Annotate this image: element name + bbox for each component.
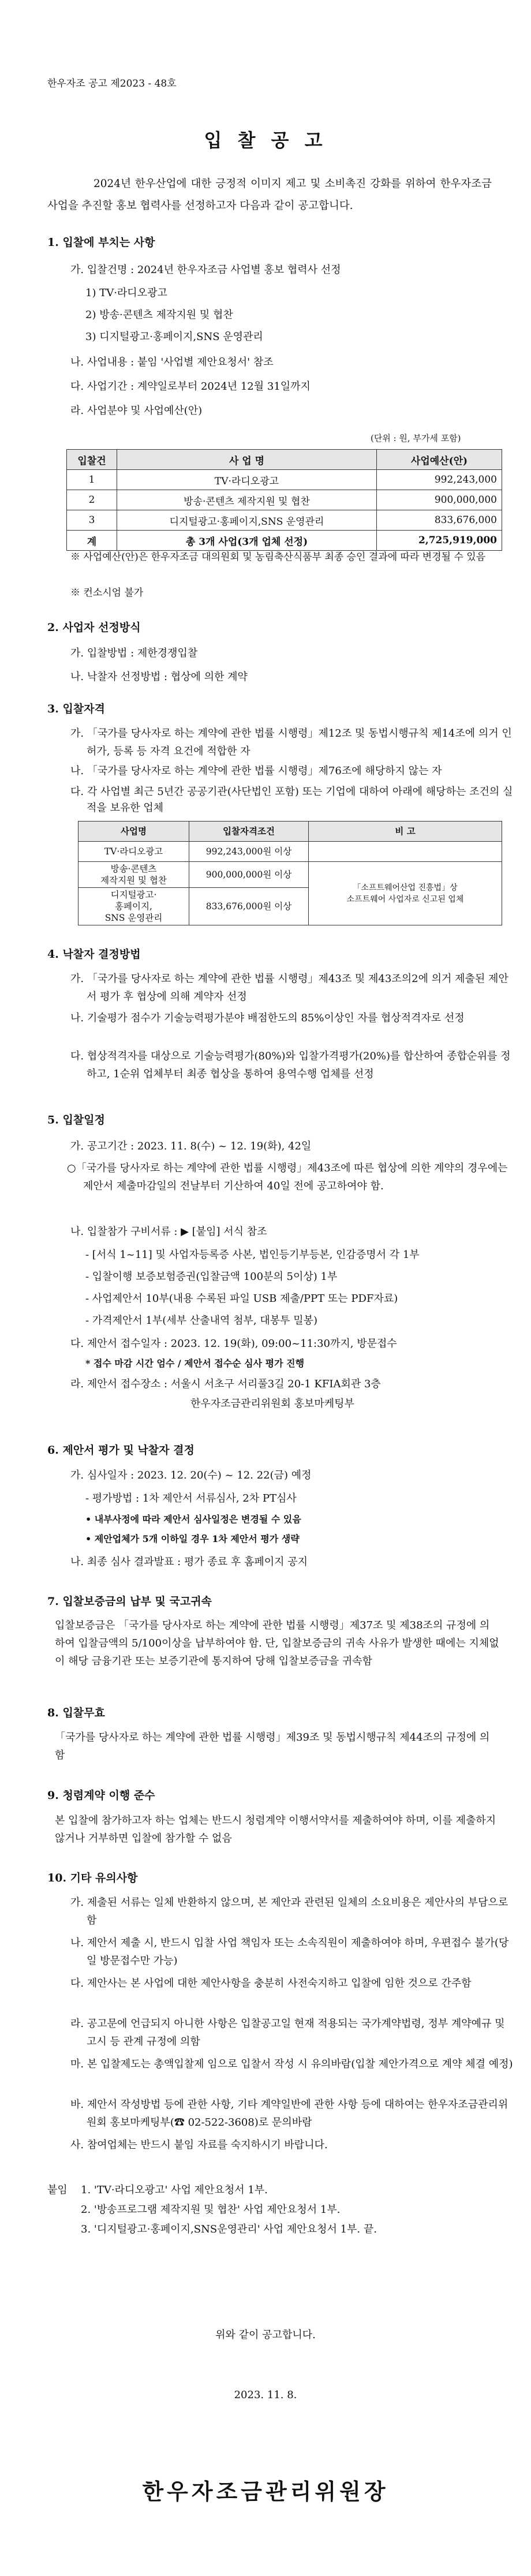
table-cell: 총 3개 사업(3개 업체 선정)	[117, 531, 377, 551]
sec5-doc-3: - 사업제안서 10부(내용 수록된 파일 USB 제출/PPT 또는 PDF자료)	[85, 1293, 398, 1305]
table-header: 사 업 명	[117, 450, 377, 470]
section-8-heading: 8. 입찰무효	[47, 1707, 105, 1719]
sec5-da: 다. 제안서 접수일자 : 2023. 12. 19(화), 09:00~11:30까지, 방문접수	[70, 1338, 397, 1350]
table-cell: 1	[67, 470, 117, 490]
sec8-body: 「국가를 당사자로 하는 계약에 관한 법률 시행령」제39조 및 동법시행규칙 제44조의 규정에 의함	[55, 1731, 490, 1761]
sec1-item-3: 3) 디지털광고·홍페이지,SNS 운영관리	[85, 331, 263, 343]
sec5-doc-2: - 입찰이행 보증보험증권(입찰금액 100분의 5이상) 1부	[85, 1271, 338, 1283]
page-title: 입 찰 공 고	[204, 129, 327, 151]
sec1-item-2: 2) 방송·콘텐츠 제작지원 및 협찬	[85, 309, 233, 321]
sec7-body: 입찰보증금은 「국가를 당사자로 하는 계약에 관한 법률 시행령」제37조 및 제38조의 규정에 의하여 입찰금액의 5/100이상을 납부하여야 함. 단, 입찰보증금의 귀속 사유가 발생한 때에는 지체없이 해당 금융기관 또는 보증기관에 통지하여 당해 입찰보증금을 귀속함	[55, 1619, 499, 1667]
sec10-item-7: 사. 참여업체는 반드시 붙임 자료를 숙지하시기 바랍니다.	[70, 2139, 328, 2151]
table-header-row	[67, 450, 502, 470]
sec6-ga: 가. 심사일자 : 2023. 12. 20(수) ~ 12. 22(금) 예정	[70, 1469, 312, 1481]
table-row	[67, 510, 502, 531]
attachment-3: 3. '디지털광고·홍페이지,SNS운영관리' 사업 제안요청서 1부. 끝.	[81, 2223, 377, 2235]
sec3-da: 다. 각 사업별 최근 5년간 공공기관(사단법인 포함) 또는 기업에 대하여 아래에 해당하는 조건의 실적을 보유한 업체	[70, 786, 513, 814]
sec6-na: 나. 최종 심사 결과발표 : 평가 종료 후 홈페이지 공지	[70, 1556, 308, 1568]
sec1-ga: 가. 입찰건명 : 2024년 한우자조금 사업별 홍보 협력사 선정	[70, 264, 341, 276]
sec4-da: 다. 협상적격자를 대상으로 기술능력평가(80%)와 입찰가격평가(20%)를 합산하여 종합순위를 정하고, 1순위 업체부터 최종 협상을 통하여 용역수행 업체를 선정	[70, 1050, 511, 1080]
table-cell	[309, 842, 502, 862]
table-cell: 계	[67, 531, 117, 551]
table-cell: 방송·콘텐츠 제작지원 및 협찬	[78, 862, 189, 888]
table-row	[67, 470, 502, 490]
sec3-ga: 가. 「국가를 당사자로 하는 계약에 관한 법률 시행령」제12조 및 동법시행규칙 제14조에 의거 인 허가, 등록 등 자격 요건에 적합한 자	[70, 727, 512, 757]
sec10-item-3: 다. 제안사는 본 사업에 대한 제안사항을 충분히 사전숙지하고 입찰에 임한 것으로 간주함	[70, 1977, 472, 1989]
sec10-item-4: 라. 공고문에 언급되지 아니한 사항은 입찰공고일 현재 적용되는 국가계약법령, 정부 계약예규 및 고시 등 관계 규정에 의함	[70, 2018, 505, 2048]
table-row	[78, 862, 502, 888]
table-header: 입찰건	[67, 450, 117, 470]
table-cell: 900,000,000원 이상	[189, 862, 309, 888]
closing-text: 위와 같이 공고합니다.	[215, 2329, 316, 2341]
notice-date: 2023. 11. 8.	[234, 2389, 297, 2401]
intro-paragraph: 2024년 한우산업에 대한 긍정적 이미지 제고 및 소비촉진 강화를 위하여 한우자조금 사업을 추진할 홍보 협력사를 선정하고자 다음과 같이 공고합니다.	[47, 178, 492, 212]
table-row	[78, 842, 502, 862]
section-5-heading: 5. 입찰일정	[47, 1114, 105, 1126]
section-1-heading: 1. 입찰에 부치는 사항	[47, 236, 155, 249]
attachment-label: 붙임	[47, 2184, 68, 2196]
sec4-ga: 가. 「국가를 당사자로 하는 계약에 관한 법률 시행령」제43조 및 제43조의2에 의거 제출된 제안서 평가 후 협상에 의해 계약자 선정	[70, 973, 508, 1003]
sec10-item-2: 나. 제안서 제출 시, 반드시 입찰 사업 책임자 또는 소속직원이 제출하여야 하며, 우편접수 불가(당일 방문접수만 가능)	[70, 1937, 509, 1967]
budget-table	[66, 449, 502, 551]
section-2-heading: 2. 사업자 선정방식	[47, 621, 141, 634]
attachment-1: 1. 'TV·라디오광고' 사업 제안요청서 1부.	[81, 2184, 268, 2196]
sec2-ga: 가. 입찰방법 : 제한경쟁입찰	[70, 647, 198, 659]
sec5-da-note: * 접수 마감 시간 엄수 / 제안서 접수순 심사 평가 진행	[85, 1358, 305, 1369]
sec1-na: 나. 사업내용 : 붙임 '사업별 제안요청서' 참조	[70, 356, 274, 368]
table-cell: 2,725,919,000	[377, 531, 502, 551]
table-cell: 992,243,000원 이상	[189, 842, 309, 862]
table-header: 사업명	[78, 822, 189, 842]
sec10-item-5: 마. 본 입찰제도는 총액입찰제 임으로 입찰서 작성 시 유의바람(입찰 제안가격으로 계약 체결 예정)	[70, 2058, 513, 2070]
sec10-item-1: 가. 제출된 서류는 일체 반환하지 않으며, 본 제안과 관련된 일체의 소요비용은 제안사의 부담으로 함	[70, 1896, 508, 1927]
sec5-doc-1: - [서식 1~11] 및 사업자등록증 사본, 법인등기부등본, 인감증명서 각 1부	[85, 1249, 420, 1261]
section-7-heading: 7. 입찰보증금의 납부 및 국고귀속	[47, 1595, 212, 1608]
sec5-ga-note: ○「국가를 당사자로 하는 계약에 관한 법률 시행령」제43조에 따른 협상에 의한 계약의 경우에는 제안서 제출마감일의 전날부터 기산하여 40일 전에 공고하여야 함.	[67, 1162, 508, 1192]
table-cell: 3	[67, 510, 117, 531]
sec5-ra: 라. 제안서 접수장소 : 서울시 서초구 서리풀3길 20-1 KFIA회관 3층	[70, 1378, 381, 1390]
table-cell: 992,243,000	[377, 470, 502, 490]
sec5-doc-4: - 가격제안서 1부(세부 산출내역 첨부, 대봉투 밀봉)	[85, 1315, 318, 1327]
sec1-item-1: 1) TV·라디오광고	[85, 287, 167, 299]
attachment-2: 2. '방송프로그램 제작지원 및 협찬' 사업 제안요청서 1부.	[81, 2204, 341, 2216]
notice-number: 한우자조 공고 제2023 - 48호	[47, 78, 177, 89]
sec1-note-1: ※ 사업예산(안)은 한우자조금 대의원회 및 농림축산식품부 최종 승인 결과에 따라 변경될 수 있음	[70, 551, 486, 563]
table-cell: 900,000,000	[377, 490, 502, 510]
sec6-method: - 평가방법 : 1차 제안서 서류심사, 2차 PT심사	[85, 1492, 297, 1504]
table-cell: 디지털광고·홍페이지,SNS 운영관리	[117, 510, 377, 531]
table-total-row	[67, 531, 502, 551]
table-cell: 디지털광고· 홍페이지, SNS 운영관리	[78, 888, 189, 925]
table-cell: TV·라디오광고	[78, 842, 189, 862]
table-header: 사업예산(안)	[377, 450, 502, 470]
table-cell: 833,676,000원 이상	[189, 888, 309, 925]
sec5-ra-2: 한우자조금관리위원회 홍보마케팅부	[190, 1398, 354, 1410]
table-cell: TV·라디오광고	[117, 470, 377, 490]
sec10-item-6: 바. 제안서 작성방법 등에 관한 사항, 기타 계약일반에 관한 사항 등에 대하여는 한우자조금관리위원회 홍보마케팅부(☎ 02-522-3608)로 문의바람	[70, 2099, 508, 2129]
sec1-da: 다. 사업기간 : 계약일로부터 2024년 12월 31일까지	[70, 380, 311, 393]
sec1-ra: 라. 사업분야 및 사업예산(안)	[70, 405, 203, 417]
sec6-note-2: • 제안업체가 5개 이하일 경우 1차 제안서 평가 생략	[85, 1533, 300, 1544]
sec4-na: 나. 기술평가 점수가 기술능력평가분야 배점한도의 85%이상인 자를 협상적격자로 선정	[70, 1012, 465, 1024]
table-header: 입찰자격조건	[189, 822, 309, 842]
sec6-note-1: • 내부사정에 따라 제안서 심사일정은 변경될 수 있음	[85, 1514, 301, 1525]
table-row	[67, 490, 502, 510]
unit-note: (단위 : 원, 부가세 포함)	[371, 433, 461, 443]
table-cell: 2	[67, 490, 117, 510]
section-10-heading: 10. 기타 유의사항	[47, 1872, 138, 1884]
table-header: 비 고	[309, 822, 502, 842]
sec1-note-2: ※ 컨소시엄 불가	[70, 587, 144, 599]
table-cell: 833,676,000	[377, 510, 502, 531]
sec5-ga: 가. 공고기간 : 2023. 11. 8(수) ~ 12. 19(화), 42일	[70, 1140, 312, 1152]
table-header-row	[78, 822, 502, 842]
section-4-heading: 4. 낙찰자 결정방법	[47, 948, 141, 961]
table-cell: 방송·콘텐츠 제작지원 및 협찬	[117, 490, 377, 510]
sec5-na: 나. 입찰참가 구비서류 : ▶ [붙임] 서식 참조	[70, 1226, 267, 1238]
section-9-heading: 9. 청렴계약 이행 준수	[47, 1789, 155, 1802]
qualification-table	[78, 821, 502, 925]
sec3-na: 나. 「국가를 당사자로 하는 계약에 관한 법률 시행령」제76조에 해당하지 않는 자	[70, 765, 442, 777]
sec2-na: 나. 낙찰자 선정방법 : 협상에 의한 계약	[70, 671, 248, 683]
section-6-heading: 6. 제안서 평가 및 낙찰자 결정	[47, 1444, 195, 1457]
sec9-body: 본 입찰에 참가하고자 하는 업체는 반드시 청렴계약 이행서약서를 제출하여야 하며, 이를 제출하지 않거나 거부하면 입찰에 참가할 수 없음	[55, 1815, 496, 1845]
section-3-heading: 3. 입찰자격	[47, 703, 105, 715]
table-cell: 「소프트웨어산업 진흥법」상 소프트웨어 사업자로 신고된 업체	[309, 862, 502, 925]
issuer-name: 한우자조금관리위원장	[142, 2478, 389, 2504]
